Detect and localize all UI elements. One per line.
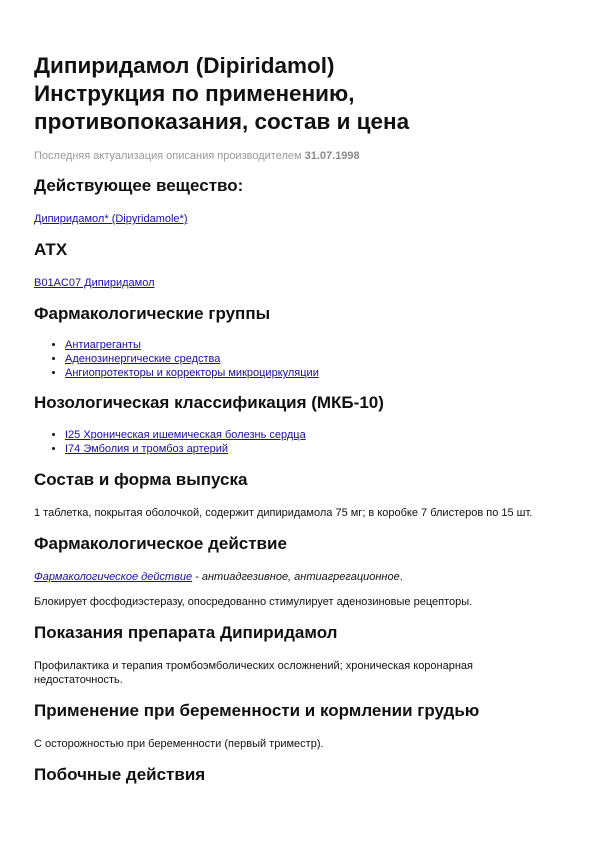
pregnancy-heading: Применение при беременности и кормлении грудью bbox=[34, 701, 480, 720]
pharm-group-link[interactable]: Аденозинергические средства bbox=[65, 353, 221, 365]
indications-text: Профилактика и терапия тромбоэмболических осложнений; хроническая коронарная недостаточность. bbox=[34, 660, 474, 686]
side-effects-heading: Побочные действия bbox=[34, 765, 206, 784]
atc-heading: АТХ bbox=[34, 240, 68, 259]
pharm-action-link[interactable]: Фармакологическое действие bbox=[34, 571, 193, 583]
list-item bbox=[65, 366, 564, 380]
pharm-action-end: . bbox=[399, 571, 403, 583]
pharm-group-link[interactable]: Антиагреганты bbox=[65, 339, 141, 351]
icd10-link[interactable]: I74 Эмболия и тромбоз артерий bbox=[65, 443, 229, 455]
page-title bbox=[34, 52, 564, 136]
pharm-action-heading: Фармакологическое действие bbox=[34, 534, 287, 553]
list-item bbox=[65, 428, 564, 442]
icd10-link[interactable]: I25 Хроническая ишемическая болезнь сердца bbox=[65, 429, 306, 441]
pregnancy-text: С осторожностью при беременности (первый триместр). bbox=[34, 738, 324, 750]
atc-link[interactable]: B01AC07 Дипиридамол bbox=[34, 277, 155, 289]
pharm-group-link[interactable]: Ангиопротекторы и корректоры микроциркуляции bbox=[65, 367, 319, 379]
icd10-heading: Нозологическая классификация (МКБ-10) bbox=[34, 393, 384, 412]
pharm-action-line bbox=[34, 570, 564, 584]
title-line-2: Инструкция по применению, bbox=[34, 81, 355, 106]
pharm-action-text: Блокирует фосфодиэстеразу, опосредованно стимулирует аденозиновые рецепторы. bbox=[34, 596, 473, 608]
title-line-1: Дипиридамол (Dipiridamol) bbox=[34, 53, 335, 78]
indications-heading: Показания препарата Дипиридамол bbox=[34, 623, 338, 642]
pharm-groups-list bbox=[34, 338, 564, 380]
active-substance-heading: Действующее вещество: bbox=[34, 176, 244, 195]
update-date: 31.07.1998 bbox=[304, 150, 360, 162]
update-label: Последняя актуализация описания производителем bbox=[34, 150, 302, 162]
list-item bbox=[65, 442, 564, 456]
update-note bbox=[34, 150, 564, 162]
active-substance-link[interactable]: Дипиридамол* (Dipyridamole*) bbox=[34, 213, 188, 225]
title-line-3: противопоказания, состав и цена bbox=[34, 109, 410, 134]
list-item bbox=[65, 338, 564, 352]
document-page bbox=[34, 52, 564, 785]
composition-heading: Состав и форма выпуска bbox=[34, 470, 248, 489]
composition-text: 1 таблетка, покрытая оболочкой, содержит дипиридамола 75 мг; в коробке 7 блистеров по 15 шт. bbox=[34, 507, 533, 519]
list-item bbox=[65, 352, 564, 366]
icd10-list bbox=[34, 428, 564, 456]
pharm-action-values: - антиадгезивное, антиагрегационное bbox=[192, 571, 400, 583]
pharm-groups-heading: Фармакологические группы bbox=[34, 304, 271, 323]
